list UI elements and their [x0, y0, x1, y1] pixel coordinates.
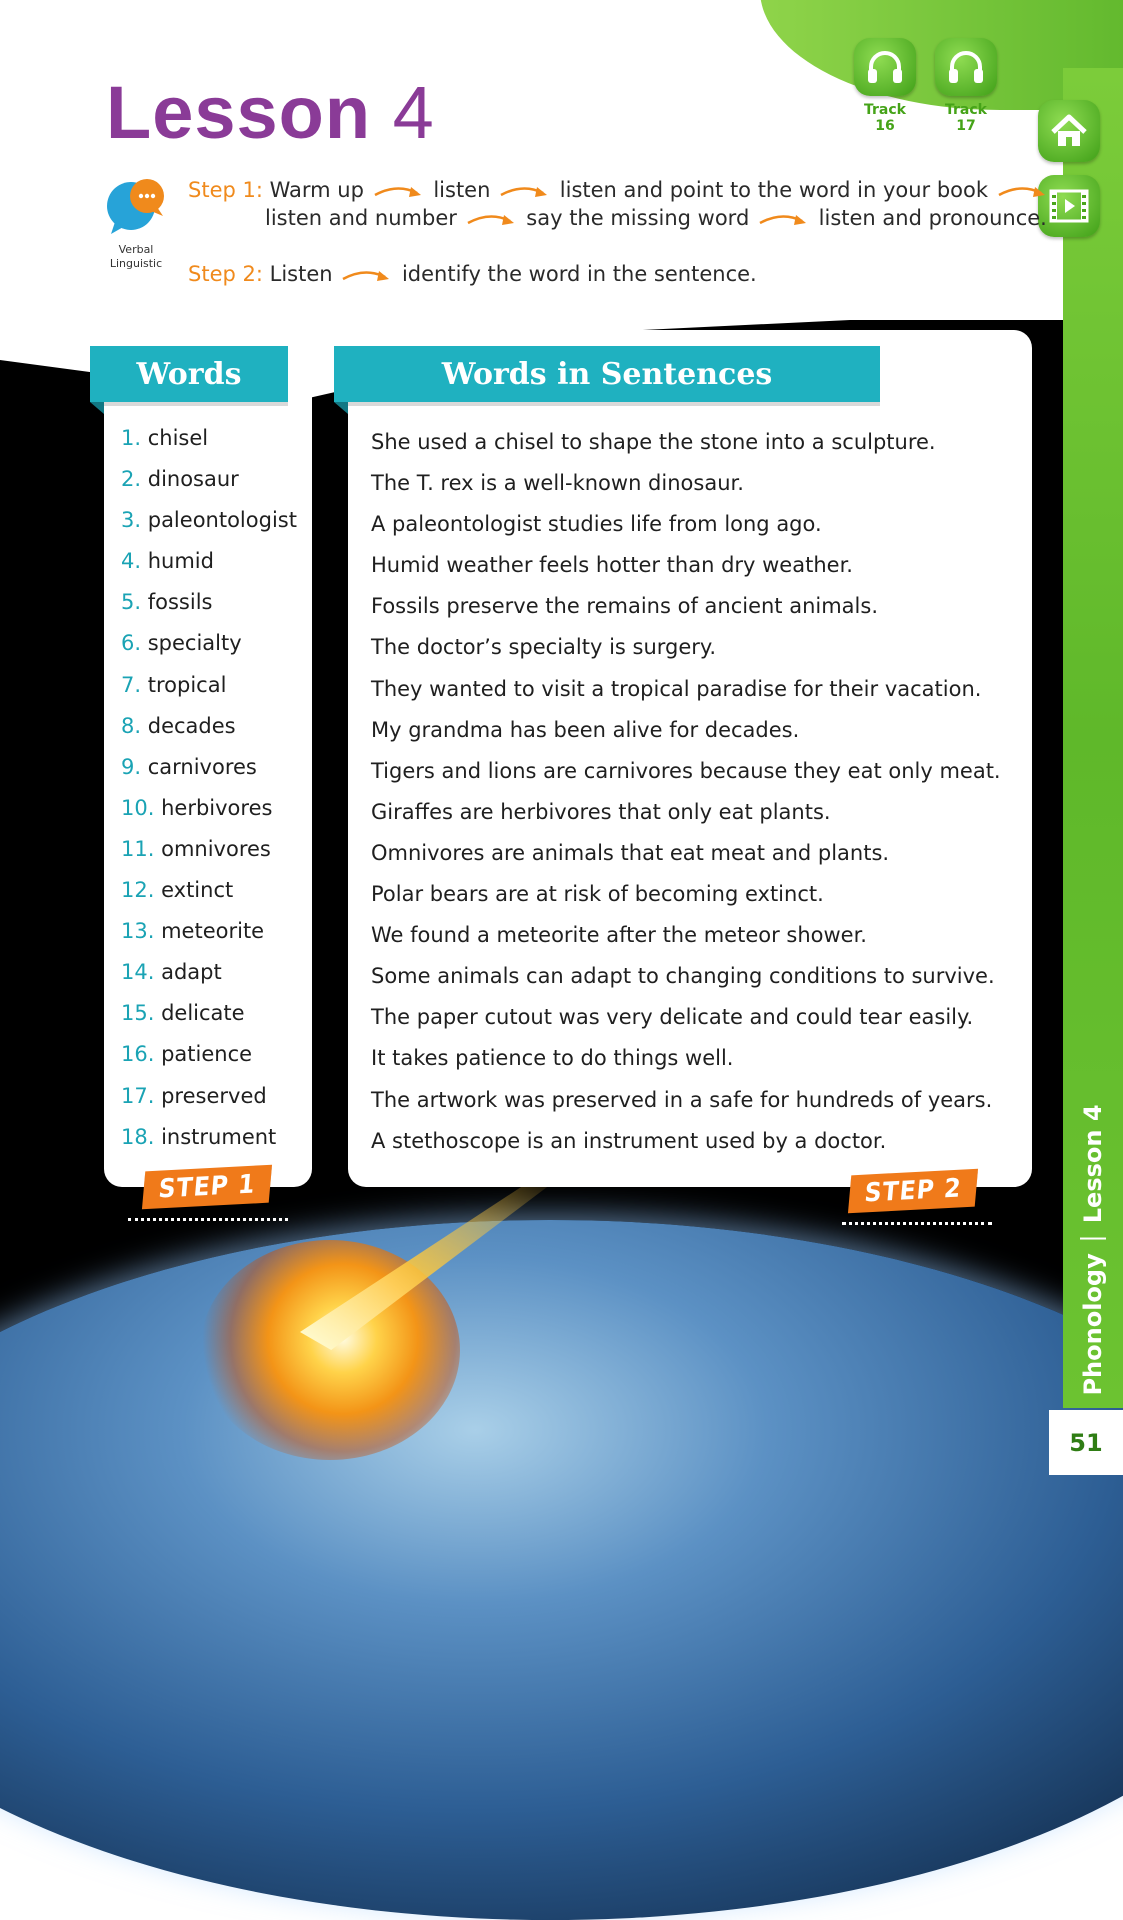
- ribbon-fold: [90, 402, 104, 414]
- step1-item: listen and pronounce.: [818, 206, 1047, 230]
- sentence-item: The paper cutout was very delicate and could tear easily.: [371, 1005, 974, 1030]
- word-number: 4.: [121, 549, 142, 574]
- sentence-item: Giraffes are herbivores that only eat plants.: [371, 799, 831, 824]
- track-label: Track 17: [945, 102, 987, 134]
- headphones-icon[interactable]: [935, 38, 997, 96]
- word-text: patience: [161, 1042, 253, 1067]
- word-number: 5.: [121, 590, 142, 615]
- arrow-icon: [997, 183, 1049, 199]
- sentence-list: [371, 428, 1021, 1168]
- step1-item: Warm up: [269, 178, 364, 202]
- title-number: 4: [392, 71, 435, 154]
- word-number: 10.: [121, 795, 155, 820]
- word-text: chisel: [147, 426, 209, 450]
- intelligence-label-1: Verbal: [118, 243, 154, 256]
- word-text: extinct: [161, 878, 234, 903]
- sentence-item: Humid weather feels hotter than dry weather.: [371, 553, 853, 578]
- sentence-item: A stethoscope is an instrument used by a doctor.: [371, 1128, 887, 1153]
- step1-line1: [188, 176, 1051, 204]
- arrow-icon: [758, 211, 810, 227]
- word-text: tropical: [147, 672, 227, 697]
- sentence-item: We found a meteorite after the meteor shower.: [371, 923, 867, 948]
- word-item: [121, 629, 311, 670]
- sentences-heading: Words in Sentences: [334, 346, 880, 402]
- step1-line2: [188, 204, 1051, 232]
- sentence-item: The artwork was preserved in a safe for hundreds of years.: [371, 1087, 993, 1112]
- step1-item: say the missing word: [526, 206, 750, 230]
- step-instructions: [188, 176, 1051, 288]
- word-number: 8.: [121, 713, 142, 738]
- sentence-item: My grandma has been alive for decades.: [371, 717, 800, 742]
- side-subject: Phonology: [1079, 1253, 1107, 1396]
- word-item: [121, 876, 311, 917]
- step2-item: Listen: [269, 262, 333, 286]
- word-number: 2.: [121, 467, 142, 492]
- sentence-item: They wanted to visit a tropical paradise for their vacation.: [371, 676, 982, 701]
- word-number: 18.: [121, 1124, 155, 1149]
- word-item: [121, 1040, 311, 1081]
- page-number: 51: [1049, 1410, 1123, 1475]
- headphones-icon[interactable]: [854, 38, 916, 96]
- word-number: 17.: [121, 1083, 155, 1108]
- dotted-line: [842, 1222, 992, 1225]
- step1-item: listen and number: [265, 206, 457, 230]
- word-list: [121, 424, 311, 1164]
- word-number: 11.: [121, 836, 155, 861]
- word-item: [121, 1123, 311, 1164]
- word-item: [121, 835, 311, 876]
- word-item: [121, 1082, 311, 1123]
- word-text: humid: [147, 549, 214, 574]
- word-number: 1.: [121, 426, 142, 450]
- verbal-linguistic-badge: [100, 176, 172, 270]
- word-number: 6.: [121, 631, 142, 656]
- home-button[interactable]: [1038, 100, 1100, 162]
- word-text: fossils: [147, 590, 213, 615]
- step1-item: listen and point to the word in your book: [559, 178, 989, 202]
- word-text: decades: [147, 713, 236, 738]
- word-number: 9.: [121, 754, 142, 779]
- word-item: [121, 917, 311, 958]
- ribbon-fold: [334, 402, 348, 414]
- speech-bubbles-icon: [101, 176, 171, 238]
- word-text: omnivores: [161, 836, 271, 861]
- word-item: [121, 671, 311, 712]
- step1-label: Step 1:: [188, 178, 263, 202]
- word-text: instrument: [161, 1124, 277, 1149]
- side-lesson: Lesson 4: [1079, 1104, 1107, 1224]
- word-number: 12.: [121, 878, 155, 903]
- sentence-item: It takes patience to do things well.: [371, 1046, 734, 1071]
- step2-line: [188, 260, 1051, 288]
- word-item: [121, 794, 311, 835]
- word-text: carnivores: [147, 754, 257, 779]
- intelligence-label-2: Linguistic: [109, 257, 163, 270]
- word-number: 13.: [121, 919, 155, 944]
- words-heading: Words: [90, 346, 288, 402]
- arrow-icon: [499, 183, 551, 199]
- step1-item: listen: [433, 178, 491, 202]
- step1-tag: STEP 1: [142, 1165, 272, 1210]
- sentence-item: The T. rex is a well-known dinosaur.: [371, 471, 744, 496]
- sentence-item: A paleontologist studies life from long ago.: [371, 512, 822, 537]
- sentence-item: Some animals can adapt to changing conditions to survive.: [371, 964, 995, 989]
- dotted-line: [128, 1218, 288, 1221]
- word-text: dinosaur: [147, 467, 239, 492]
- word-item: [121, 547, 311, 588]
- sentence-item: She used a chisel to shape the stone into a sculpture.: [371, 430, 936, 454]
- side-label: [1070, 1100, 1116, 1400]
- earth-image: [0, 1220, 1123, 1920]
- word-item: [121, 999, 311, 1040]
- word-number: 15.: [121, 1001, 155, 1026]
- arrow-icon: [373, 183, 425, 199]
- sentence-item: Tigers and lions are carnivores because they eat only meat.: [371, 758, 1001, 783]
- word-text: delicate: [161, 1001, 245, 1026]
- arrow-icon: [466, 211, 518, 227]
- word-item: [121, 424, 311, 465]
- step2-label: Step 2:: [188, 262, 263, 286]
- word-item: [121, 753, 311, 794]
- arrow-icon: [341, 267, 393, 283]
- track-17[interactable]: [933, 38, 999, 134]
- sentence-item: Polar bears are at risk of becoming extinct.: [371, 882, 824, 907]
- word-item: [121, 958, 311, 999]
- sentence-item: Fossils preserve the remains of ancient animals.: [371, 594, 879, 619]
- word-text: preserved: [161, 1083, 267, 1108]
- word-text: specialty: [147, 631, 242, 656]
- video-icon: [1048, 187, 1090, 225]
- word-number: 14.: [121, 960, 155, 985]
- word-item: [121, 506, 311, 547]
- sentence-item: Omnivores are animals that eat meat and plants.: [371, 840, 890, 865]
- word-item: [121, 465, 311, 506]
- word-item: [121, 712, 311, 753]
- word-number: 3.: [121, 508, 142, 533]
- home-icon: [1049, 112, 1089, 150]
- step2-item: identify the word in the sentence.: [401, 262, 757, 286]
- step2-tag: STEP 2: [848, 1169, 978, 1214]
- side-separator: [1080, 1237, 1106, 1239]
- page-title: [106, 70, 435, 155]
- word-number: 16.: [121, 1042, 155, 1067]
- word-text: adapt: [161, 960, 222, 985]
- word-number: 7.: [121, 672, 142, 697]
- word-text: herbivores: [161, 795, 273, 820]
- word-text: meteorite: [161, 919, 265, 944]
- track-label: Track 16: [864, 102, 906, 134]
- title-word: Lesson: [106, 71, 372, 154]
- sentence-item: The doctor’s specialty is surgery.: [371, 635, 717, 660]
- word-text: paleontologist: [147, 508, 297, 533]
- track-16[interactable]: [852, 38, 918, 134]
- word-item: [121, 588, 311, 629]
